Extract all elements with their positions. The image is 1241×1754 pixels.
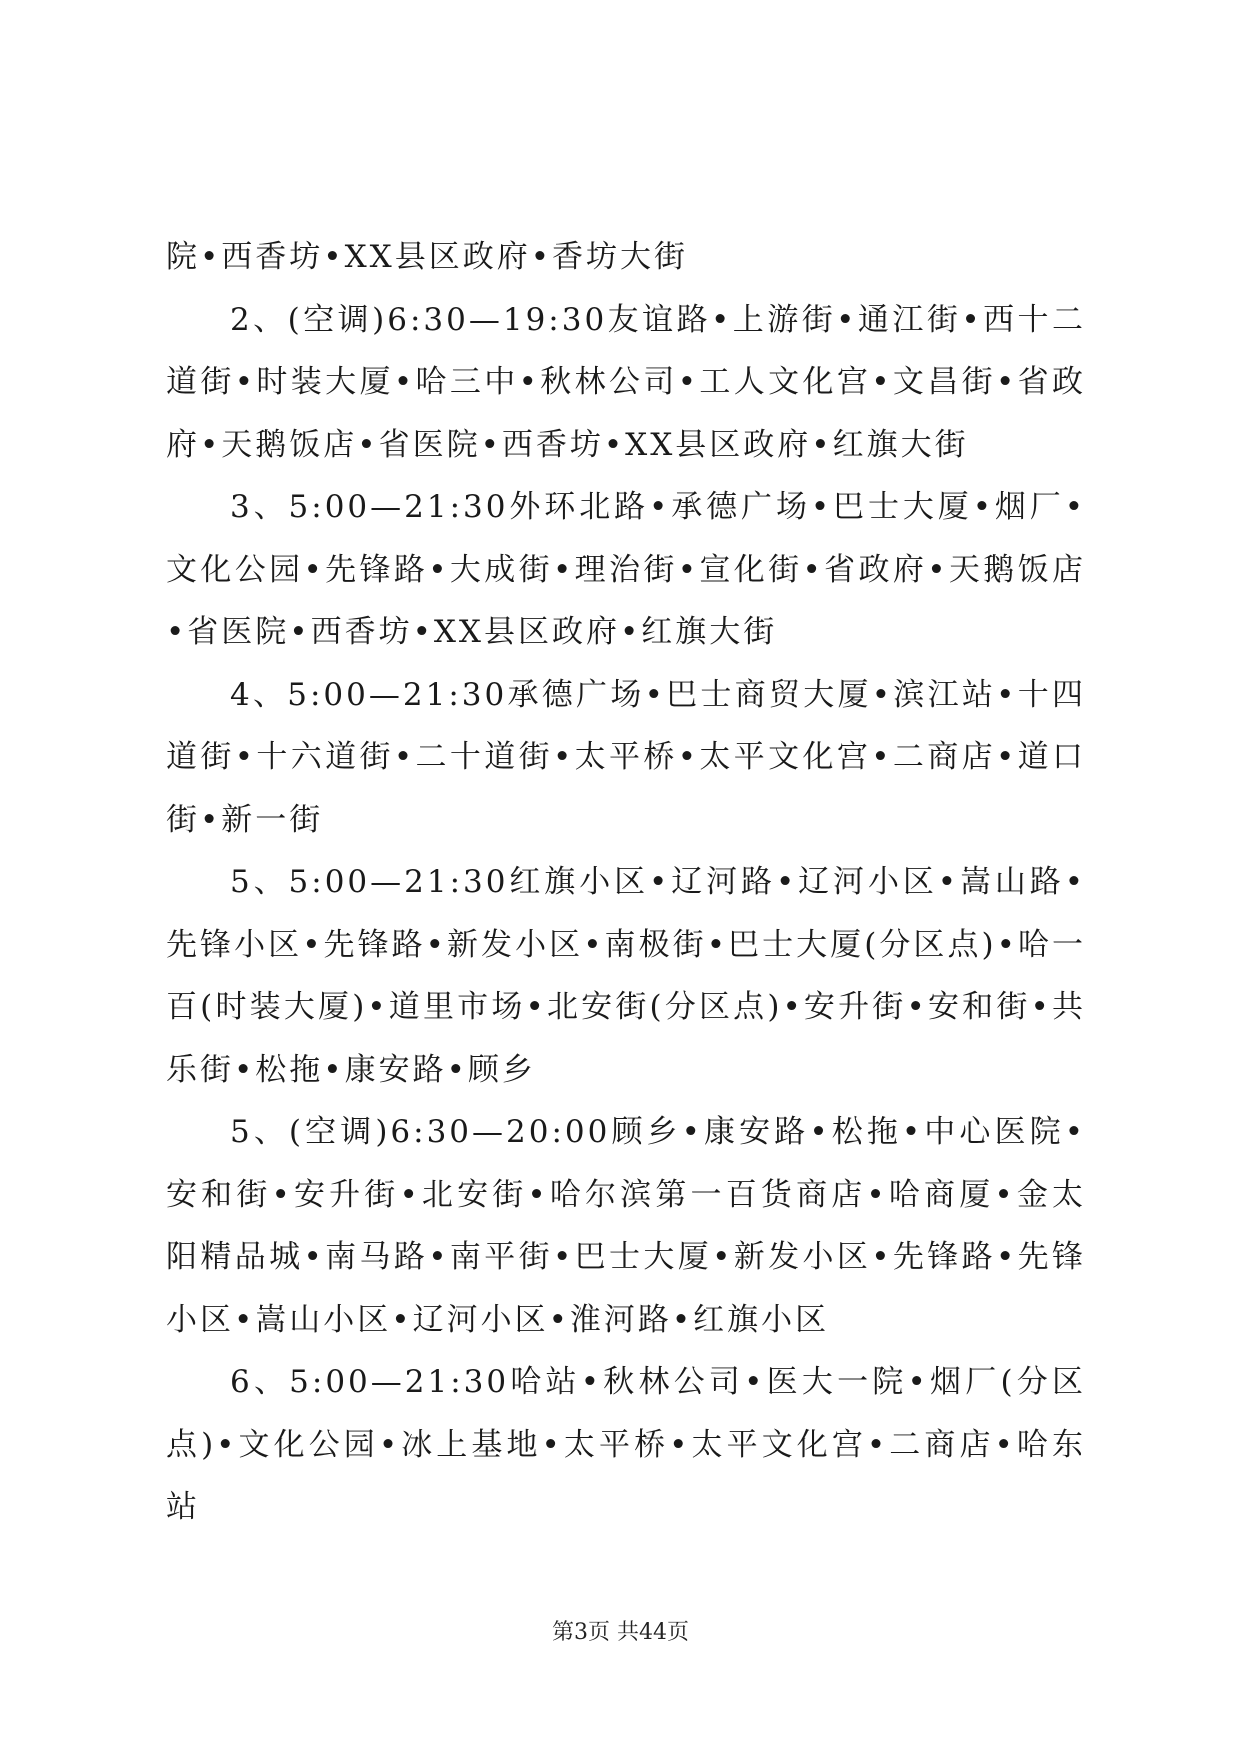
paragraph: 2、(空调)6:30—19:30友谊路•上游街•通江街•西十二道街•时装大厦•哈三中•秋林公司•工人文化宫•文昌街•省政府•天鹅饭店•省医院•西香坊•XX县区政府•红旗大街 [166, 301, 1086, 463]
paragraph: 3、5:00—21:30外环北路•承德广场•巴士大厦•烟厂•文化公园•先锋路•大成街•理治街•宣化街•省政府•天鹅饭店•省医院•西香坊•XX县区政府•红旗大街 [166, 489, 1086, 650]
document-body [166, 226, 1086, 1539]
page-footer [0, 1618, 1241, 1648]
paragraph: 5、5:00—21:30红旗小区•辽河路•辽河小区•嵩山路•先锋小区•先锋路•新发小区•南极街•巴士大厦(分区点)•哈一百(时装大厦)•道里市场•北安街(分区点)•安升街•安和街•共乐街•松拖•康安路•顾乡 [166, 864, 1086, 1088]
paragraph: 4、5:00—21:30承德广场•巴士商贸大厦•滨江站•十四道街•十六道街•二十道街•太平桥•太平文化宫•二商店•道口街•新一街 [166, 676, 1086, 838]
paragraph: 院•西香坊•XX县区政府•香坊大街 [166, 239, 688, 275]
paragraph: 5、(空调)6:30—20:00顾乡•康安路•松拖•中心医院•安和街•安升街•北安街•哈尔滨第一百货商店•哈商厦•金太阳精品城•南马路•南平街•巴士大厦•新发小区•先锋路•先锋小区•嵩山小区•辽河小区•淮河路•红旗小区 [166, 1114, 1086, 1338]
paragraph: 6、5:00—21:30哈站•秋林公司•医大一院•烟厂(分区点)•文化公园•冰上基地•太平桥•太平文化宫•二商店•哈东站 [166, 1364, 1086, 1525]
page-number-label: 第3页 共44页 [552, 1620, 689, 1645]
